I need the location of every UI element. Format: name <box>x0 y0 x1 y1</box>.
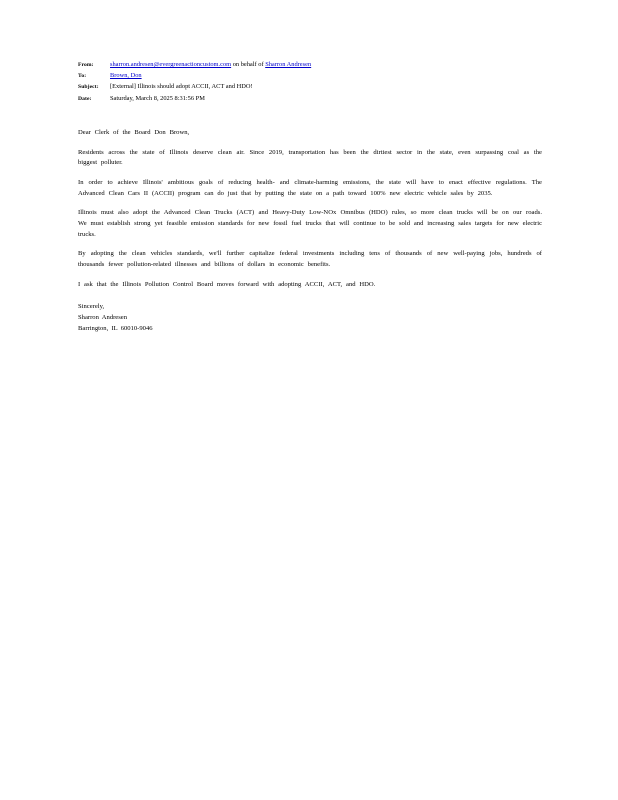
header-row-to <box>78 73 540 80</box>
header-label-subject: Subject: <box>78 84 99 91</box>
header-value-date: Saturday, March 8, 2025 8:31:56 PM <box>110 94 205 102</box>
salutation: Dear Clerk of the Board Don Brown, <box>78 129 190 136</box>
signature-block <box>78 302 542 334</box>
header-value-from <box>110 62 540 68</box>
header-label-to: To: <box>78 73 87 80</box>
from-email-link[interactable]: sharron.andresen@evergreenactioncustom.com <box>110 61 232 68</box>
signature-location: Barrington, IL 60010-9046 <box>78 324 153 332</box>
header-row-from <box>78 62 540 69</box>
header-row-date <box>78 96 540 103</box>
to-recipient-link[interactable]: Brown, Don <box>110 72 142 80</box>
header-label-from: From: <box>78 62 94 68</box>
signature-closing: Sincerely, <box>78 303 105 311</box>
email-header <box>78 62 540 107</box>
from-onbehalf-text: on behalf of <box>231 61 266 68</box>
header-value-to <box>110 73 540 79</box>
body-paragraph-4: By adopting the clean vehicles standards, we'll further capitalize federal investments including tens of thousands of new well-paying jobs, hundreds of thousands fewer pollution-related illnesses and billions of dollars in economic benefits. <box>78 250 542 269</box>
header-value-subject: [External] Illinois should adopt ACCII, ACT and HDO! <box>110 83 253 91</box>
body-paragraph-3: Illinois must also adopt the Advanced Clean Trucks (ACT) and Heavy-Duty Low-NOx Omnibus (HDO) rules, so more clean trucks will be on our roads. We must establish strong yet feasible emission standards for new fossil fuel trucks that will continue to be sold and increasing sales targets for new electric trucks. <box>78 209 542 238</box>
header-label-date: Date: <box>78 95 92 102</box>
body-paragraph-2: In order to achieve Illinois' ambitious goals of reducing health- and climate-harming emissions, the state will have to enact effective regulations. The Advanced Clean Cars II (ACCII) program can do just that by putting the state on a path toward 100% new electric vehicle sales by 2035. <box>78 179 542 197</box>
signature-name: Sharron Andresen <box>78 314 128 322</box>
email-body <box>78 128 542 334</box>
body-paragraph-5: I ask that the Illinois Pollution Control Board moves forward with adopting ACCII, ACT, and HDO. <box>78 280 376 288</box>
from-name-link[interactable]: Sharron Andresen <box>265 61 312 68</box>
header-row-subject <box>78 84 540 91</box>
body-paragraph-1: Residents across the state of Illinois deserve clean air. Since 2019, transportation has been the dirtiest sector in the state, even surpassing coal as the biggest polluter. <box>78 148 542 167</box>
